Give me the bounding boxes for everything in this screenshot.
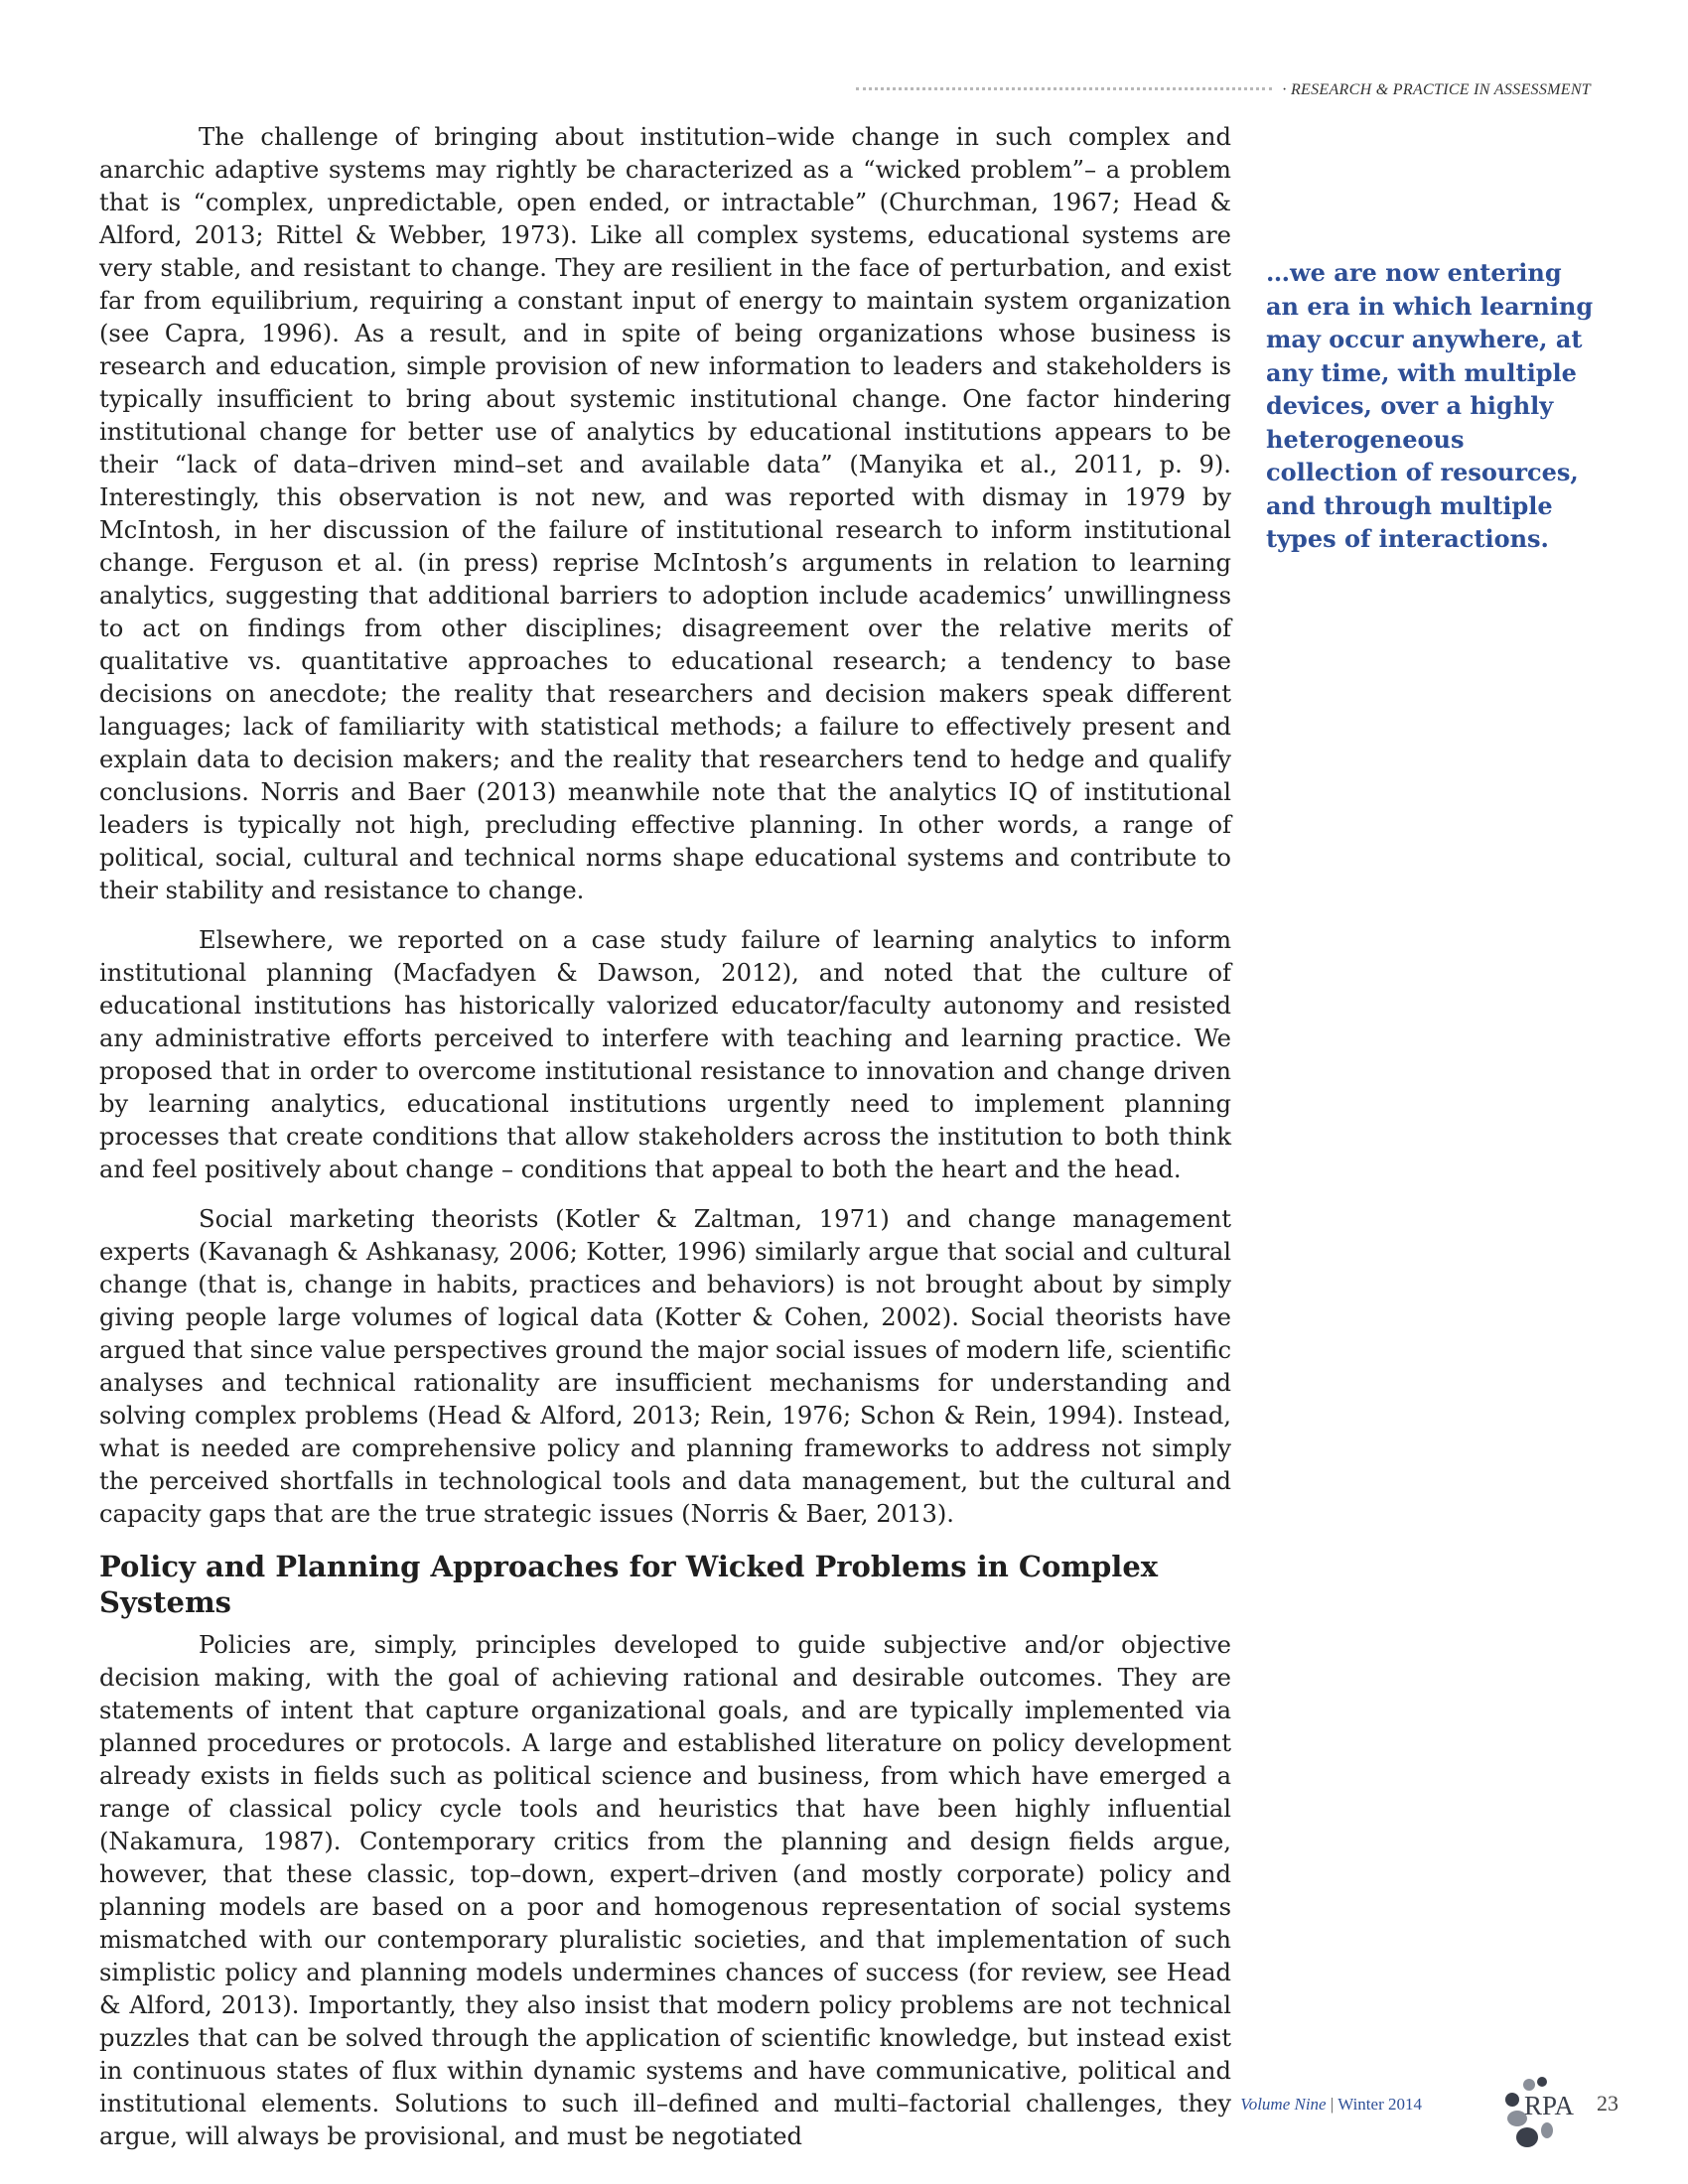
body-paragraph: Social marketing theorists (Kotler & Zaltman, 1971) and change management experts (Kavanagh & Ashkanasy, 2006; Kotter, 1996) similarly argue that social and cultural change (that is, change in habits, practices and behaviors) is not brought about by simply giving people large volumes of logical data (Kotter & Cohen, 2002). Social theorists have argued that since value perspectives ground the major social issues of modern life, scientific analyses and technical rationality are insufficient mechanisms for understanding and solving complex problems (Head & Alford, 2013; Rein, 1976; Schon & Rein, 1994). Instead, what is needed are comprehensive policy and planning frameworks to address not simply the perceived shortfalls in technological tools and data management, but the cultural and capacity gaps that are the true strategic issues (Norris & Baer, 2013).	[99, 1205, 1231, 1528]
main-text-column	[99, 121, 1231, 2170]
journal-running-title: · RESEARCH & PRACTICE IN ASSESSMENT	[1282, 81, 1591, 98]
page-number: 23	[1597, 2091, 1618, 2116]
section-heading: Policy and Planning Approaches for Wicked Problems in Complex Systems	[99, 1550, 1159, 1619]
body-paragraph: The challenge of bringing about institution–wide change in such complex and anarchic adaptive systems may rightly be characterized as a “wicked problem”– a problem that is “complex, unpredictable, open ended, or intractable” (Churchman, 1967; Head & Alford, 2013; Rittel & Webber, 1973). Like all complex systems, educational systems are very stable, and resistant to change. They are resilient in the face of perturbation, and exist far from equilibrium, requiring a constant input of energy to maintain system organization (see Capra, 1996). As a result, and in spite of being organizations whose business is research and education, simple provision of new information to leaders and stakeholders is typically insufficient to bring about systemic institutional change. One factor hindering institutional change for better use of analytics by educational institutions appears to be their “lack of data–driven mind–set and available data” (Manyika et al., 2011, p. 9). Interestingly, this observation is not new, and was reported with dismay in 1979 by McIntosh, in her discussion of the failure of institutional research to inform institutional change. Ferguson et al. (in press) reprise McIntosh’s arguments in relation to learning analytics, suggesting that additional barriers to adoption include academics’ unwillingness to act on findings from other disciplines; disagreement over the relative merits of qualitative vs. quantitative approaches to educational research; a tendency to base decisions on anecdote; the reality that researchers and decision makers speak different languages; lack of familiarity with statistical methods; a failure to effectively present and explain data to decision makers; and the reality that researchers tend to hedge and qualify conclusions. Norris and Baer (2013) meanwhile note that the analytics IQ of institutional leaders is typically not high, precluding effective planning. In other words, a range of political, social, cultural and technical norms shape educational systems and contribute to their stability and resistance to change.	[99, 123, 1231, 904]
rpa-logo-icon	[1499, 2075, 1589, 2154]
volume-label: Volume Nine	[1240, 2095, 1327, 2114]
issue-label: Winter 2014	[1337, 2095, 1422, 2114]
running-header	[856, 81, 1591, 99]
page-footer	[1240, 2075, 1618, 2154]
body-paragraph: Policies are, simply, principles developed to guide subjective and/or objective decision making, with the goal of achieving rational and desirable outcomes. They are statements of intent that capture organizational goals, and are typically implemented via planned procedures or protocols. A large and established literature on policy development already exists in fields such as political science and business, from which have emerged a range of classical policy cycle tools and heuristics that have been highly influential (Nakamura, 1987). Contemporary critics from the planning and design fields argue, however, that these classic, top–down, expert–driven (and mostly corporate) policy and planning models are based on a poor and homogenous representation of social systems mismatched with our contemporary pluralistic societies, and that implementation of such simplistic policy and planning models undermines chances of success (for review, see Head & Alford, 2013). Importantly, they also insist that modern policy problems are not technical puzzles that can be solved through the application of scientific knowledge, but instead exist in continuous states of flux within dynamic systems and have communicative, political and institutional elements. Solutions to such ill–defined and multi–factorial challenges, they argue, will always be provisional, and must be negotiated	[99, 1631, 1231, 2150]
logo-text: RPA	[1524, 2091, 1575, 2120]
body-paragraph: Elsewhere, we reported on a case study failure of learning analytics to inform institutional planning (Macfadyen & Dawson, 2012), and noted that the culture of educational institutions has historically valorized educator/faculty autonomy and resisted any administrative efforts perceived to interfere with teaching and learning practice. We proposed that in order to overcome institutional resistance to innovation and change driven by learning analytics, educational institutions urgently need to implement planning processes that create conditions that allow stakeholders across the institution to both think and feel positively about change – conditions that appeal to both the heart and the head.	[99, 926, 1231, 1183]
footer-separator: |	[1326, 2095, 1338, 2114]
pull-quote: …we are now entering an era in which learning may occur anywhere, at any time, with multiple devices, over a highly heterogeneous collection of resources, and through multiple types of interactions.	[1266, 258, 1594, 553]
issue-info	[1240, 2095, 1422, 2115]
header-dotted-rule	[856, 87, 1272, 90]
